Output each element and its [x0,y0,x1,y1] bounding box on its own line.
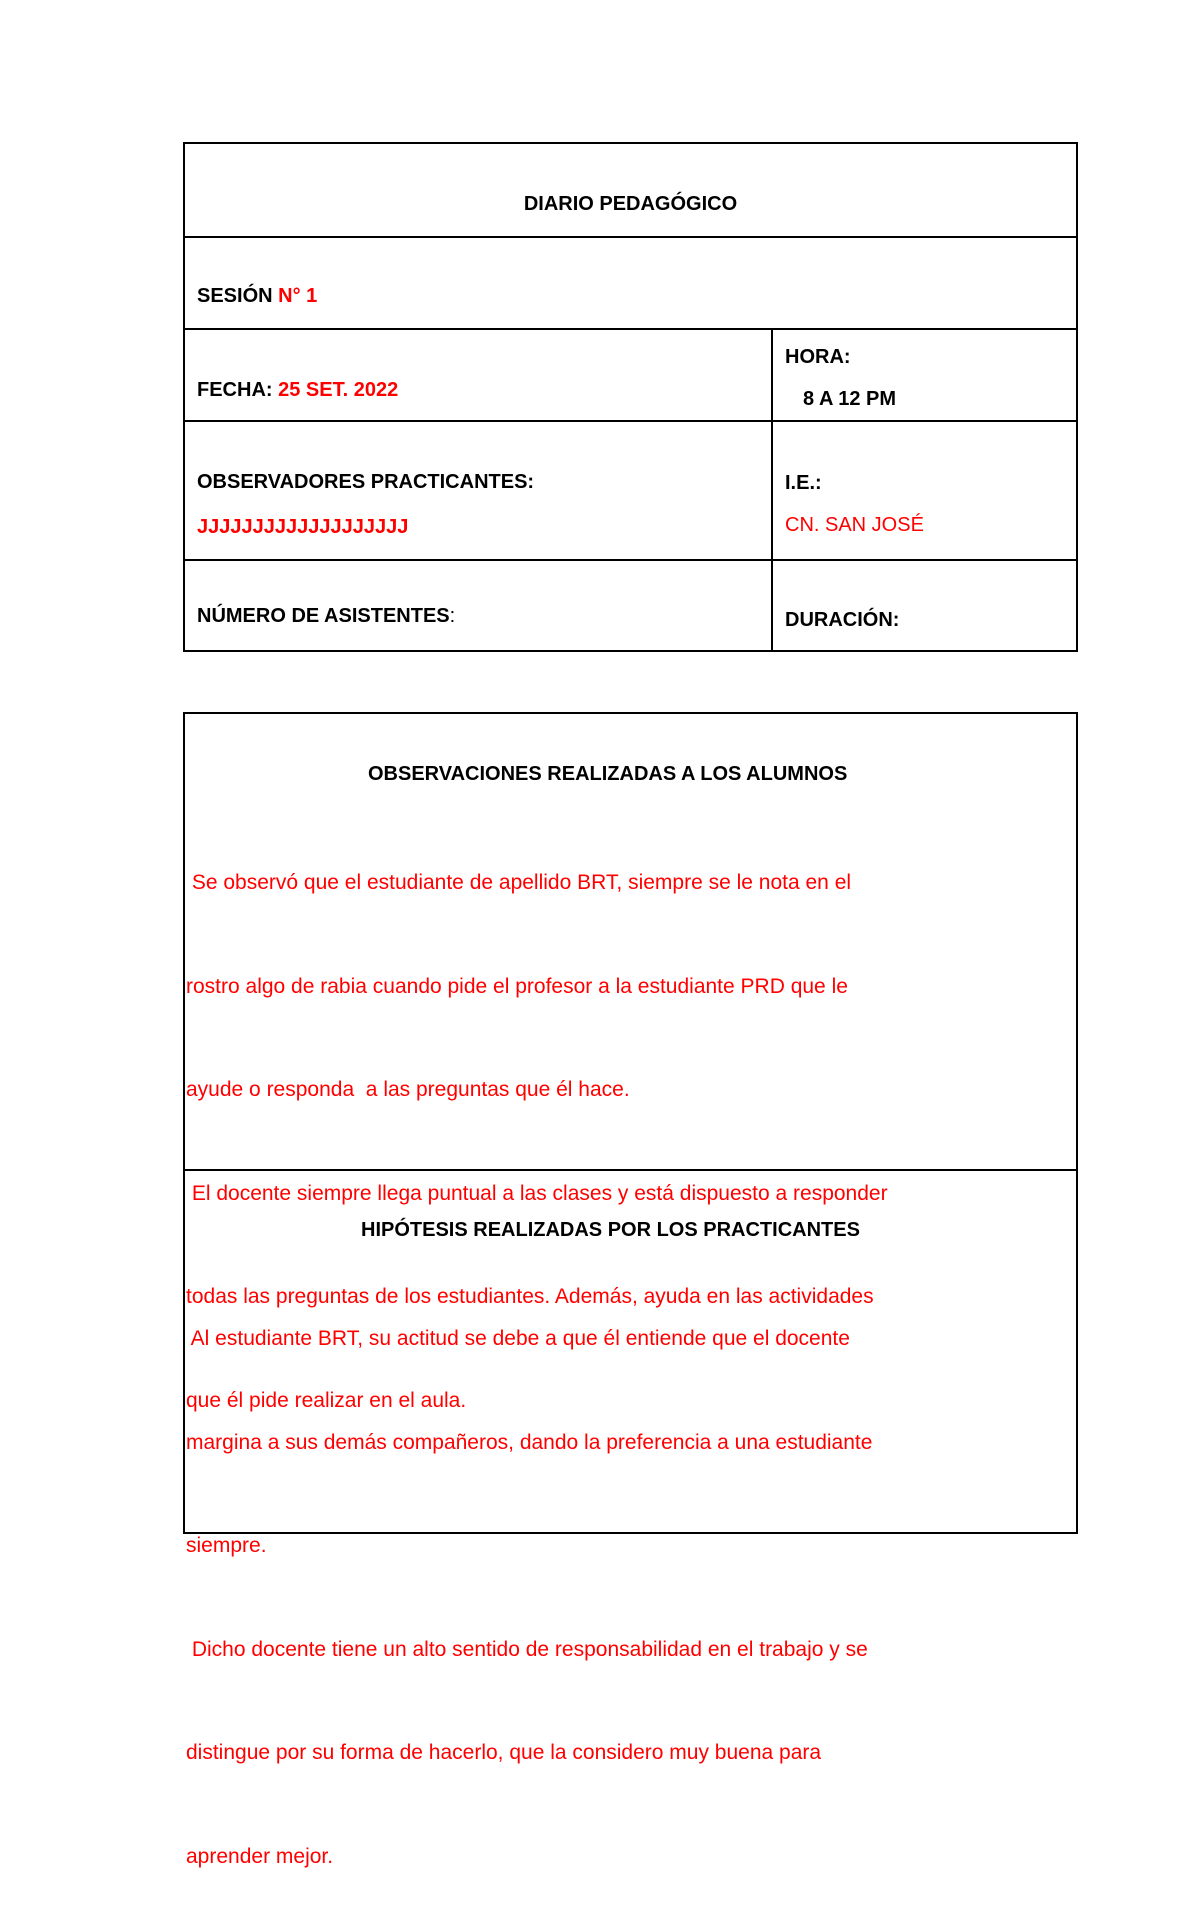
row-divider [183,559,1078,561]
hypotheses-text [186,1253,872,1909]
hypotheses-heading: HIPÓTESIS REALIZADAS POR LOS PRACTICANTES [361,1219,860,1241]
observers-label: OBSERVADORES PRACTICANTES: [197,471,535,493]
text-line: distingue por su forma de hacerlo, que la considero muy buena para [186,1741,822,1764]
session-label: SESIÓN [197,285,273,307]
text-line: rostro algo de rabia cuando pide el profesor a la estudiante PRD que le [186,974,848,998]
time-label: HORA: [785,346,851,368]
column-divider [771,328,773,652]
observers-value: JJJJJJJJJJJJJJJJJJJ [197,516,409,538]
observations-heading: OBSERVACIONES REALIZADAS A LOS ALUMNOS [368,763,848,785]
text-line: El docente siempre llega puntual a las clases y está dispuesto a responder [186,1181,888,1205]
attendees-field [197,605,455,628]
duration-label: DURACIÓN: [785,609,900,631]
text-line: Se observó que el estudiante de apellido BRT, siempre se le nota en el [186,871,852,894]
time-value: 8 A 12 PM [803,388,896,410]
text-line: Dicho docente tiene un alto sentido de responsabilidad en el trabajo y se [186,1637,868,1661]
row-divider [183,236,1078,238]
text-line: todas las preguntas de los estudiantes. Además, ayuda en las actividades [186,1285,874,1308]
text-line: margina a sus demás compañeros, dando la preferencia a una estudiante [186,1430,873,1454]
text-line: ayude o responda a las preguntas que él hace. [186,1078,630,1101]
text-line: Al estudiante BRT, su actitud se debe a que él entiende que el docente [186,1327,850,1350]
school-label: I.E.: [785,472,822,494]
school-value: CN. SAN JOSÉ [785,514,924,536]
date-field [197,379,398,402]
attendees-colon: : [449,605,456,627]
session-value: N° 1 [278,285,318,307]
page-title: DIARIO PEDAGÓGICO [523,193,738,215]
date-value: 25 SET. 2022 [278,379,399,401]
attendees-label: NÚMERO DE ASISTENTES [197,605,450,627]
text-line: que él pide realizar en el aula. [186,1388,467,1412]
date-label: FECHA: [197,379,273,401]
session-field [197,285,317,308]
row-divider [183,420,1078,422]
text-line: siempre. [186,1534,267,1557]
row-divider [183,328,1078,330]
text-line: aprender mejor. [186,1844,334,1868]
